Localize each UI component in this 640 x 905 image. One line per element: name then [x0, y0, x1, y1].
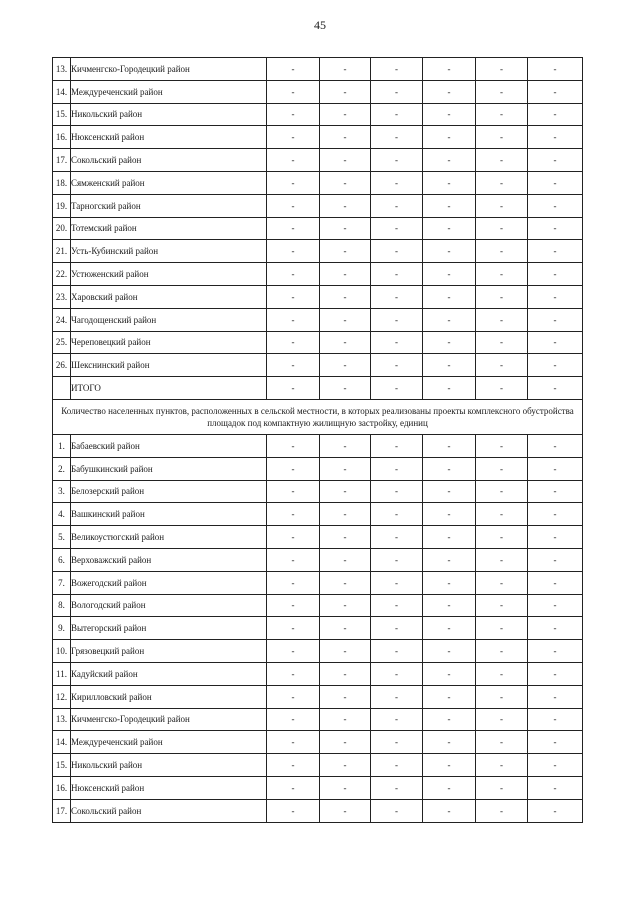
- district-name: Вологодский район: [71, 594, 267, 617]
- value-cell: -: [476, 194, 528, 217]
- value-cell: -: [371, 731, 423, 754]
- table-row: [53, 754, 583, 777]
- district-name: Великоустюгский район: [71, 526, 267, 549]
- value-cell: -: [371, 308, 423, 331]
- value-cell: -: [528, 377, 583, 400]
- value-cell: -: [371, 799, 423, 822]
- value-cell: -: [267, 685, 320, 708]
- district-name: Тарногский район: [71, 194, 267, 217]
- value-cell: -: [267, 149, 320, 172]
- value-cell: -: [320, 308, 371, 331]
- district-name: Устюженский район: [71, 263, 267, 286]
- district-name: Никольский район: [71, 103, 267, 126]
- table-section-header: [53, 399, 583, 434]
- table-row: [53, 776, 583, 799]
- value-cell: -: [528, 480, 583, 503]
- value-cell: -: [423, 799, 476, 822]
- value-cell: -: [423, 58, 476, 81]
- row-number: 24.: [53, 308, 71, 331]
- value-cell: -: [423, 617, 476, 640]
- district-name: Шекснинский район: [71, 354, 267, 377]
- table-row: [53, 80, 583, 103]
- district-name: Никольский район: [71, 754, 267, 777]
- value-cell: -: [267, 708, 320, 731]
- value-cell: -: [476, 377, 528, 400]
- page-number: 45: [314, 18, 326, 32]
- row-number: 16.: [53, 126, 71, 149]
- district-name: Сямженский район: [71, 171, 267, 194]
- value-cell: -: [320, 799, 371, 822]
- table-row: [53, 594, 583, 617]
- value-cell: -: [371, 617, 423, 640]
- value-cell: -: [320, 285, 371, 308]
- value-cell: -: [423, 331, 476, 354]
- value-cell: -: [320, 754, 371, 777]
- value-cell: -: [476, 685, 528, 708]
- value-cell: -: [320, 80, 371, 103]
- table-row: [53, 217, 583, 240]
- value-cell: -: [528, 354, 583, 377]
- value-cell: -: [423, 731, 476, 754]
- value-cell: -: [320, 731, 371, 754]
- district-name: Бабаевский район: [71, 434, 267, 457]
- value-cell: -: [476, 80, 528, 103]
- district-name: Тотемский район: [71, 217, 267, 240]
- table-row: [53, 457, 583, 480]
- value-cell: -: [423, 594, 476, 617]
- value-cell: -: [423, 308, 476, 331]
- table-row: [53, 240, 583, 263]
- row-number: 5.: [53, 526, 71, 549]
- value-cell: -: [528, 571, 583, 594]
- value-cell: -: [528, 526, 583, 549]
- table-row: [53, 331, 583, 354]
- value-cell: -: [371, 754, 423, 777]
- value-cell: -: [423, 171, 476, 194]
- value-cell: -: [320, 171, 371, 194]
- value-cell: -: [371, 217, 423, 240]
- value-cell: -: [320, 126, 371, 149]
- value-cell: -: [371, 194, 423, 217]
- value-cell: -: [423, 571, 476, 594]
- value-cell: -: [528, 754, 583, 777]
- value-cell: -: [476, 308, 528, 331]
- district-name: ИТОГО: [71, 377, 267, 400]
- value-cell: -: [371, 685, 423, 708]
- table-row: [53, 640, 583, 663]
- value-cell: -: [528, 171, 583, 194]
- value-cell: -: [423, 685, 476, 708]
- value-cell: -: [371, 263, 423, 286]
- value-cell: -: [267, 331, 320, 354]
- row-number: 11.: [53, 662, 71, 685]
- row-number: 18.: [53, 171, 71, 194]
- value-cell: -: [267, 503, 320, 526]
- value-cell: -: [371, 548, 423, 571]
- table-section-2: [53, 434, 583, 822]
- value-cell: -: [371, 149, 423, 172]
- row-number: 10.: [53, 640, 71, 663]
- value-cell: -: [476, 480, 528, 503]
- district-name: Нюксенский район: [71, 126, 267, 149]
- table-row: [53, 263, 583, 286]
- value-cell: -: [371, 662, 423, 685]
- value-cell: -: [423, 754, 476, 777]
- value-cell: -: [371, 354, 423, 377]
- value-cell: -: [267, 754, 320, 777]
- value-cell: -: [320, 548, 371, 571]
- value-cell: -: [371, 594, 423, 617]
- value-cell: -: [423, 217, 476, 240]
- value-cell: -: [267, 776, 320, 799]
- value-cell: -: [320, 457, 371, 480]
- value-cell: -: [476, 526, 528, 549]
- value-cell: -: [476, 754, 528, 777]
- value-cell: -: [371, 776, 423, 799]
- table-row: [53, 548, 583, 571]
- value-cell: -: [528, 708, 583, 731]
- value-cell: -: [267, 217, 320, 240]
- value-cell: -: [476, 434, 528, 457]
- row-number: 9.: [53, 617, 71, 640]
- table-row: [53, 103, 583, 126]
- row-number: 19.: [53, 194, 71, 217]
- table-row: [53, 799, 583, 822]
- value-cell: -: [267, 594, 320, 617]
- value-cell: -: [528, 194, 583, 217]
- district-name: Вашкинский район: [71, 503, 267, 526]
- value-cell: -: [423, 776, 476, 799]
- value-cell: -: [371, 240, 423, 263]
- value-cell: -: [476, 708, 528, 731]
- value-cell: -: [267, 58, 320, 81]
- table-row: [53, 58, 583, 81]
- value-cell: -: [423, 377, 476, 400]
- table-row: [53, 571, 583, 594]
- value-cell: -: [267, 480, 320, 503]
- value-cell: -: [476, 58, 528, 81]
- value-cell: -: [320, 662, 371, 685]
- value-cell: -: [320, 776, 371, 799]
- district-name: Междуреченский район: [71, 80, 267, 103]
- value-cell: -: [528, 263, 583, 286]
- table-row: [53, 377, 583, 400]
- value-cell: -: [371, 640, 423, 663]
- row-number: 20.: [53, 217, 71, 240]
- table-row: [53, 354, 583, 377]
- table-row: [53, 731, 583, 754]
- row-number: 2.: [53, 457, 71, 480]
- value-cell: -: [320, 708, 371, 731]
- value-cell: -: [371, 80, 423, 103]
- value-cell: -: [528, 799, 583, 822]
- value-cell: -: [267, 240, 320, 263]
- row-number: 13.: [53, 708, 71, 731]
- value-cell: -: [528, 548, 583, 571]
- value-cell: -: [371, 331, 423, 354]
- district-name: Чагодощенский район: [71, 308, 267, 331]
- value-cell: -: [476, 799, 528, 822]
- district-name: Кирилловский район: [71, 685, 267, 708]
- table-row: [53, 480, 583, 503]
- value-cell: -: [320, 377, 371, 400]
- value-cell: -: [423, 126, 476, 149]
- table-row: [53, 503, 583, 526]
- value-cell: -: [528, 217, 583, 240]
- district-name: Харовский район: [71, 285, 267, 308]
- district-name: Сокольский район: [71, 149, 267, 172]
- value-cell: -: [320, 354, 371, 377]
- value-cell: -: [320, 103, 371, 126]
- value-cell: -: [423, 263, 476, 286]
- value-cell: -: [267, 285, 320, 308]
- value-cell: -: [267, 526, 320, 549]
- value-cell: -: [423, 149, 476, 172]
- table-row: [53, 194, 583, 217]
- value-cell: -: [267, 263, 320, 286]
- row-number: 14.: [53, 731, 71, 754]
- data-table: [52, 57, 583, 823]
- value-cell: -: [320, 331, 371, 354]
- row-number: 12.: [53, 685, 71, 708]
- row-number: 6.: [53, 548, 71, 571]
- section-title-row: [53, 399, 583, 434]
- value-cell: -: [528, 126, 583, 149]
- value-cell: -: [528, 285, 583, 308]
- row-number: 7.: [53, 571, 71, 594]
- table-row: [53, 285, 583, 308]
- district-name: Грязовецкий район: [71, 640, 267, 663]
- value-cell: -: [320, 58, 371, 81]
- value-cell: -: [371, 285, 423, 308]
- value-cell: -: [267, 103, 320, 126]
- value-cell: -: [476, 126, 528, 149]
- value-cell: -: [528, 308, 583, 331]
- value-cell: -: [320, 526, 371, 549]
- value-cell: -: [267, 354, 320, 377]
- value-cell: -: [320, 571, 371, 594]
- value-cell: -: [320, 240, 371, 263]
- value-cell: -: [267, 377, 320, 400]
- district-name: Сокольский район: [71, 799, 267, 822]
- table-row: [53, 308, 583, 331]
- value-cell: -: [371, 571, 423, 594]
- value-cell: -: [267, 194, 320, 217]
- district-name: Вытегорский район: [71, 617, 267, 640]
- row-number: 21.: [53, 240, 71, 263]
- value-cell: -: [476, 776, 528, 799]
- value-cell: -: [267, 548, 320, 571]
- value-cell: -: [320, 480, 371, 503]
- row-number: 22.: [53, 263, 71, 286]
- value-cell: -: [320, 640, 371, 663]
- value-cell: -: [528, 58, 583, 81]
- value-cell: -: [423, 354, 476, 377]
- table-row: [53, 617, 583, 640]
- value-cell: -: [423, 640, 476, 663]
- value-cell: -: [320, 149, 371, 172]
- row-number: 8.: [53, 594, 71, 617]
- row-number: 4.: [53, 503, 71, 526]
- row-number: 14.: [53, 80, 71, 103]
- value-cell: -: [476, 503, 528, 526]
- district-name: Вожегодский район: [71, 571, 267, 594]
- table-row: [53, 526, 583, 549]
- value-cell: -: [423, 240, 476, 263]
- table-section-1: [53, 58, 583, 400]
- value-cell: -: [528, 331, 583, 354]
- value-cell: -: [528, 80, 583, 103]
- value-cell: -: [476, 662, 528, 685]
- value-cell: -: [423, 194, 476, 217]
- district-name: Нюксенский район: [71, 776, 267, 799]
- row-number: 13.: [53, 58, 71, 81]
- value-cell: -: [423, 662, 476, 685]
- district-name: Бабушкинский район: [71, 457, 267, 480]
- value-cell: -: [476, 571, 528, 594]
- row-number: [53, 377, 71, 400]
- table-row: [53, 662, 583, 685]
- value-cell: -: [528, 457, 583, 480]
- value-cell: -: [267, 571, 320, 594]
- value-cell: -: [476, 617, 528, 640]
- value-cell: -: [528, 240, 583, 263]
- value-cell: -: [320, 217, 371, 240]
- value-cell: -: [423, 503, 476, 526]
- value-cell: -: [423, 285, 476, 308]
- value-cell: -: [423, 80, 476, 103]
- value-cell: -: [476, 331, 528, 354]
- value-cell: -: [476, 548, 528, 571]
- value-cell: -: [528, 594, 583, 617]
- value-cell: -: [371, 503, 423, 526]
- table-row: [53, 434, 583, 457]
- district-name: Кичменгско-Городецкий район: [71, 708, 267, 731]
- table-row: [53, 685, 583, 708]
- value-cell: -: [528, 662, 583, 685]
- value-cell: -: [476, 285, 528, 308]
- value-cell: -: [476, 263, 528, 286]
- value-cell: -: [528, 103, 583, 126]
- value-cell: -: [476, 354, 528, 377]
- value-cell: -: [476, 240, 528, 263]
- value-cell: -: [267, 80, 320, 103]
- row-number: 23.: [53, 285, 71, 308]
- row-number: 26.: [53, 354, 71, 377]
- district-name: Белозерский район: [71, 480, 267, 503]
- value-cell: -: [371, 708, 423, 731]
- row-number: 15.: [53, 754, 71, 777]
- value-cell: -: [423, 526, 476, 549]
- value-cell: -: [528, 685, 583, 708]
- value-cell: -: [476, 457, 528, 480]
- value-cell: -: [423, 434, 476, 457]
- value-cell: -: [267, 617, 320, 640]
- value-cell: -: [476, 103, 528, 126]
- row-number: 17.: [53, 149, 71, 172]
- value-cell: -: [371, 126, 423, 149]
- row-number: 16.: [53, 776, 71, 799]
- value-cell: -: [371, 434, 423, 457]
- row-number: 15.: [53, 103, 71, 126]
- value-cell: -: [528, 617, 583, 640]
- value-cell: -: [423, 708, 476, 731]
- value-cell: -: [528, 731, 583, 754]
- district-name: Кадуйский район: [71, 662, 267, 685]
- value-cell: -: [320, 594, 371, 617]
- value-cell: -: [423, 480, 476, 503]
- value-cell: -: [320, 617, 371, 640]
- value-cell: -: [476, 217, 528, 240]
- value-cell: -: [476, 149, 528, 172]
- value-cell: -: [267, 171, 320, 194]
- district-name: Кичменгско-Городецкий район: [71, 58, 267, 81]
- value-cell: -: [320, 194, 371, 217]
- value-cell: -: [267, 731, 320, 754]
- value-cell: -: [371, 171, 423, 194]
- value-cell: -: [371, 103, 423, 126]
- value-cell: -: [476, 731, 528, 754]
- value-cell: -: [528, 776, 583, 799]
- value-cell: -: [476, 171, 528, 194]
- value-cell: -: [320, 263, 371, 286]
- value-cell: -: [267, 308, 320, 331]
- value-cell: -: [267, 662, 320, 685]
- value-cell: -: [476, 640, 528, 663]
- value-cell: -: [320, 685, 371, 708]
- value-cell: -: [528, 149, 583, 172]
- value-cell: -: [371, 526, 423, 549]
- value-cell: -: [267, 799, 320, 822]
- value-cell: -: [267, 640, 320, 663]
- value-cell: -: [320, 434, 371, 457]
- value-cell: -: [423, 103, 476, 126]
- table-row: [53, 708, 583, 731]
- value-cell: -: [267, 434, 320, 457]
- table-row: [53, 171, 583, 194]
- row-number: 17.: [53, 799, 71, 822]
- row-number: 25.: [53, 331, 71, 354]
- table-row: [53, 126, 583, 149]
- district-name: Усть-Кубинский район: [71, 240, 267, 263]
- value-cell: -: [528, 640, 583, 663]
- value-cell: -: [267, 126, 320, 149]
- value-cell: -: [371, 377, 423, 400]
- district-name: Междуреченский район: [71, 731, 267, 754]
- district-name: Верховажский район: [71, 548, 267, 571]
- district-name: Череповецкий район: [71, 331, 267, 354]
- row-number: 3.: [53, 480, 71, 503]
- row-number: 1.: [53, 434, 71, 457]
- value-cell: -: [476, 594, 528, 617]
- section-title: Количество населенных пунктов, расположенных в сельской местности, в которых реализованы проекты комплексного обустройства площадок под компактную жилищную застройку, единиц: [53, 399, 583, 434]
- value-cell: -: [528, 503, 583, 526]
- value-cell: -: [371, 480, 423, 503]
- value-cell: -: [423, 457, 476, 480]
- table-row: [53, 149, 583, 172]
- value-cell: -: [371, 457, 423, 480]
- value-cell: -: [267, 457, 320, 480]
- value-cell: -: [320, 503, 371, 526]
- value-cell: -: [528, 434, 583, 457]
- value-cell: -: [371, 58, 423, 81]
- value-cell: -: [423, 548, 476, 571]
